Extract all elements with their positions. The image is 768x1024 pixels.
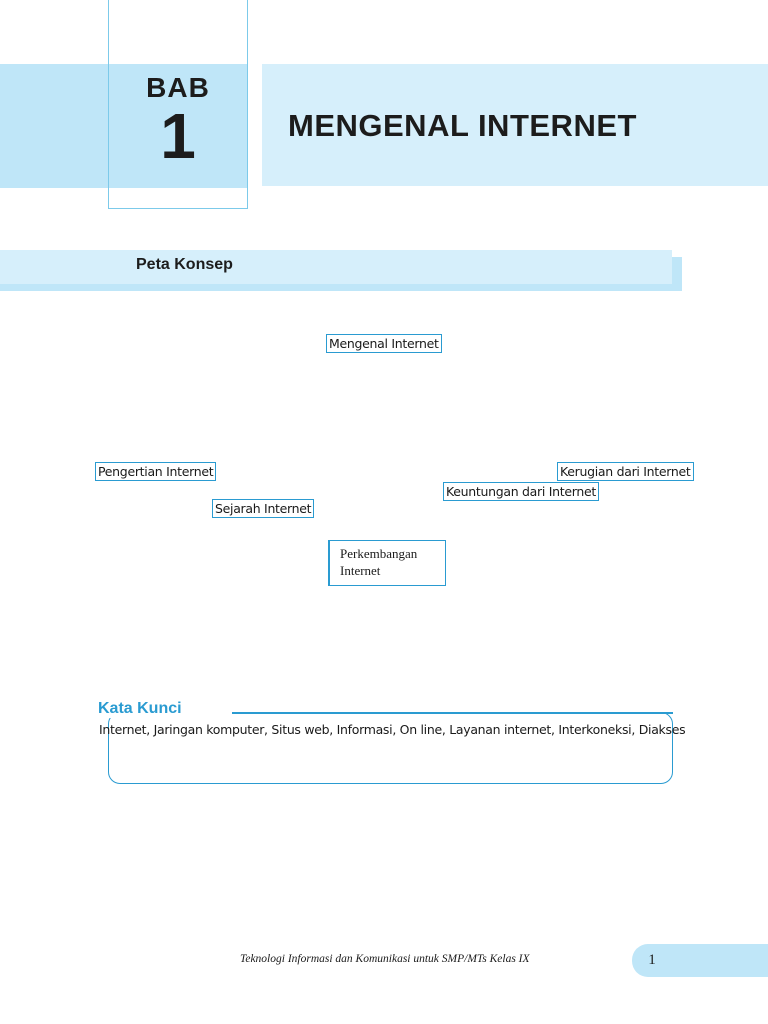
chapter-label: BAB xyxy=(146,72,210,103)
chapter-number: 1 xyxy=(160,100,196,172)
concept-node-perkembangan: Perkembangan Internet xyxy=(328,540,446,586)
page-number: 1 xyxy=(648,952,656,968)
concept-node-sejarah: Sejarah Internet xyxy=(212,499,314,518)
concept-map-heading: Peta Konsep xyxy=(136,256,233,273)
keywords-rule xyxy=(232,712,673,714)
footer-book-title: Teknologi Informasi dan Komunikasi untuk SMP/MTs Kelas IX xyxy=(240,953,530,965)
chapter-title: MENGENAL INTERNET xyxy=(288,108,637,143)
concept-node-root: Mengenal Internet xyxy=(326,334,442,353)
header-band-left xyxy=(0,64,110,188)
keywords-text: Internet, Jaringan komputer, Situs web, Informasi, On line, Layanan internet, Interkoneksi, Diakses xyxy=(99,722,686,737)
concept-node-pengertian: Pengertian Internet xyxy=(95,462,216,481)
keywords-label: Kata Kunci xyxy=(98,700,182,717)
concept-node-keuntungan: Keuntungan dari Internet xyxy=(443,482,599,501)
concept-node-kerugian: Kerugian dari Internet xyxy=(557,462,694,481)
concept-map-banner xyxy=(0,250,672,284)
